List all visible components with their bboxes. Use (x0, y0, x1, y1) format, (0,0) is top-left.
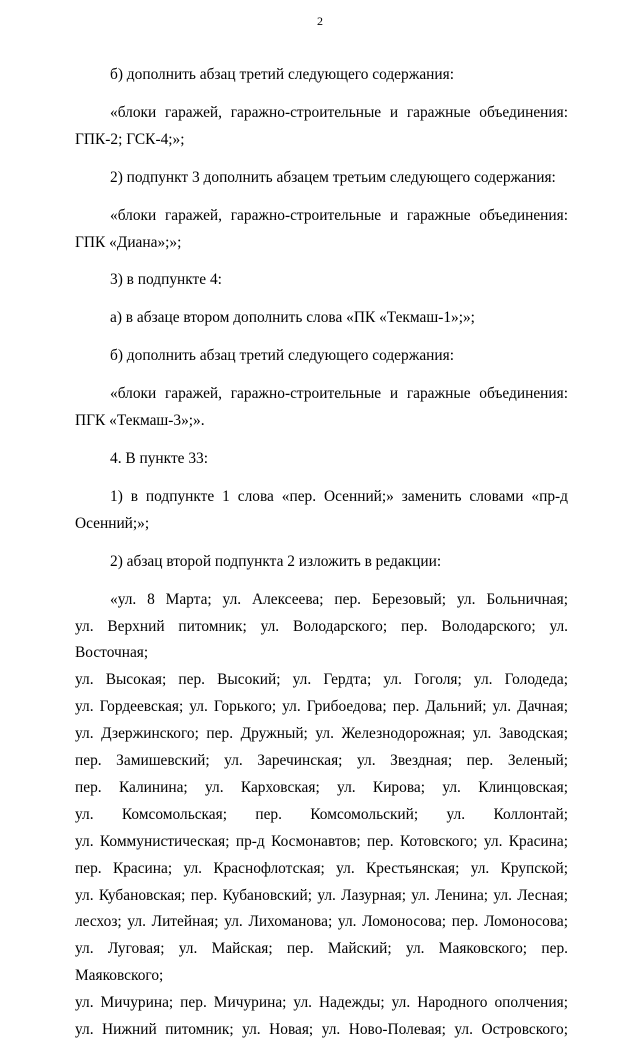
streets-line: ул. Луговая; ул. Майская; пер. Майский; ул. Маяковского; пер. Маяковского; (75, 940, 568, 985)
streets-line: ул. Нижний питомник; ул. Новая; ул. Ново-Полевая; ул. Островского; (75, 1021, 568, 1039)
streets-line: «ул. 8 Марта; ул. Алексеева; пер. Березовый; ул. Больничная; (110, 590, 568, 608)
page-number: 2 (317, 14, 323, 28)
streets-line: ул. Дзержинского; пер. Дружный; ул. Железнодорожная; ул. Заводская; (75, 725, 568, 743)
paragraph: «блоки гаражей, гаражно-строительные и гаражные объединения: ГПК-2; ГСК-4;»; (75, 103, 568, 148)
paragraph: б) дополнить абзац третий следующего содержания: (110, 66, 454, 83)
streets-line: ул. Кубановская; пер. Кубановский; ул. Лазурная; ул. Ленина; ул. Лесная; (75, 886, 568, 904)
document-body (75, 62, 568, 1044)
paragraph: а) в абзаце втором дополнить слова «ПК «Текмаш-1»;»; (110, 309, 475, 327)
streets-line: пер. Калинина; ул. Карховская; ул. Кирова; ул. Клинцовская; (75, 778, 568, 796)
streets-list-paragraph (75, 587, 568, 1044)
paragraph: 4. В пункте 33: (110, 449, 209, 467)
streets-line: ул. Мичурина; пер. Мичурина; ул. Надежды; ул. Народного ополчения; (75, 994, 568, 1012)
streets-line: ул. Высокая; пер. Высокий; ул. Гердта; ул. Гоголя; ул. Голодеда; (75, 671, 568, 689)
paragraph: «блоки гаражей, гаражно-строительные и гаражные объединения: ПГК «Текмаш-3»;». (75, 385, 568, 430)
streets-line: ул. Верхний питомник; ул. Володарского; пер. Володарского; ул. Восточная; (75, 617, 568, 662)
streets-line: ул. Комсомольская; пер. Комсомольский; ул. Коллонтай; (75, 805, 568, 823)
paragraph: 2) подпункт 3 дополнить абзацем третьим следующего содержания: (110, 168, 556, 186)
paragraph: 1) в подпункте 1 слова «пер. Осенний;» заменить словами «пр-д Осенний;»; (75, 487, 568, 532)
paragraph: «блоки гаражей, гаражно-строительные и гаражные объединения: ГПК «Диана»;»; (75, 206, 568, 251)
streets-line: ул. Гордеевская; ул. Горького; ул. Грибоедова; пер. Дальний; ул. Дачная; (75, 698, 568, 716)
paragraph: 3) в подпункте 4: (110, 271, 222, 289)
streets-line: пер. Замишевский; ул. Заречинская; ул. Звездная; пер. Зеленый; (75, 752, 568, 770)
paragraph: 2) абзац второй подпункта 2 изложить в редакции: (110, 552, 442, 570)
streets-line: пер. Красина; ул. Краснофлотская; ул. Крестьянская; ул. Крупской; (75, 859, 568, 877)
paragraph: б) дополнить абзац третий следующего содержания: (110, 347, 454, 365)
streets-line: лесхоз; ул. Литейная; ул. Лихоманова; ул. Ломоносова; пер. Ломоносова; (75, 913, 568, 931)
streets-line: ул. Коммунистическая; пр-д Космонавтов; пер. Котовского; ул. Красина; (75, 832, 568, 850)
